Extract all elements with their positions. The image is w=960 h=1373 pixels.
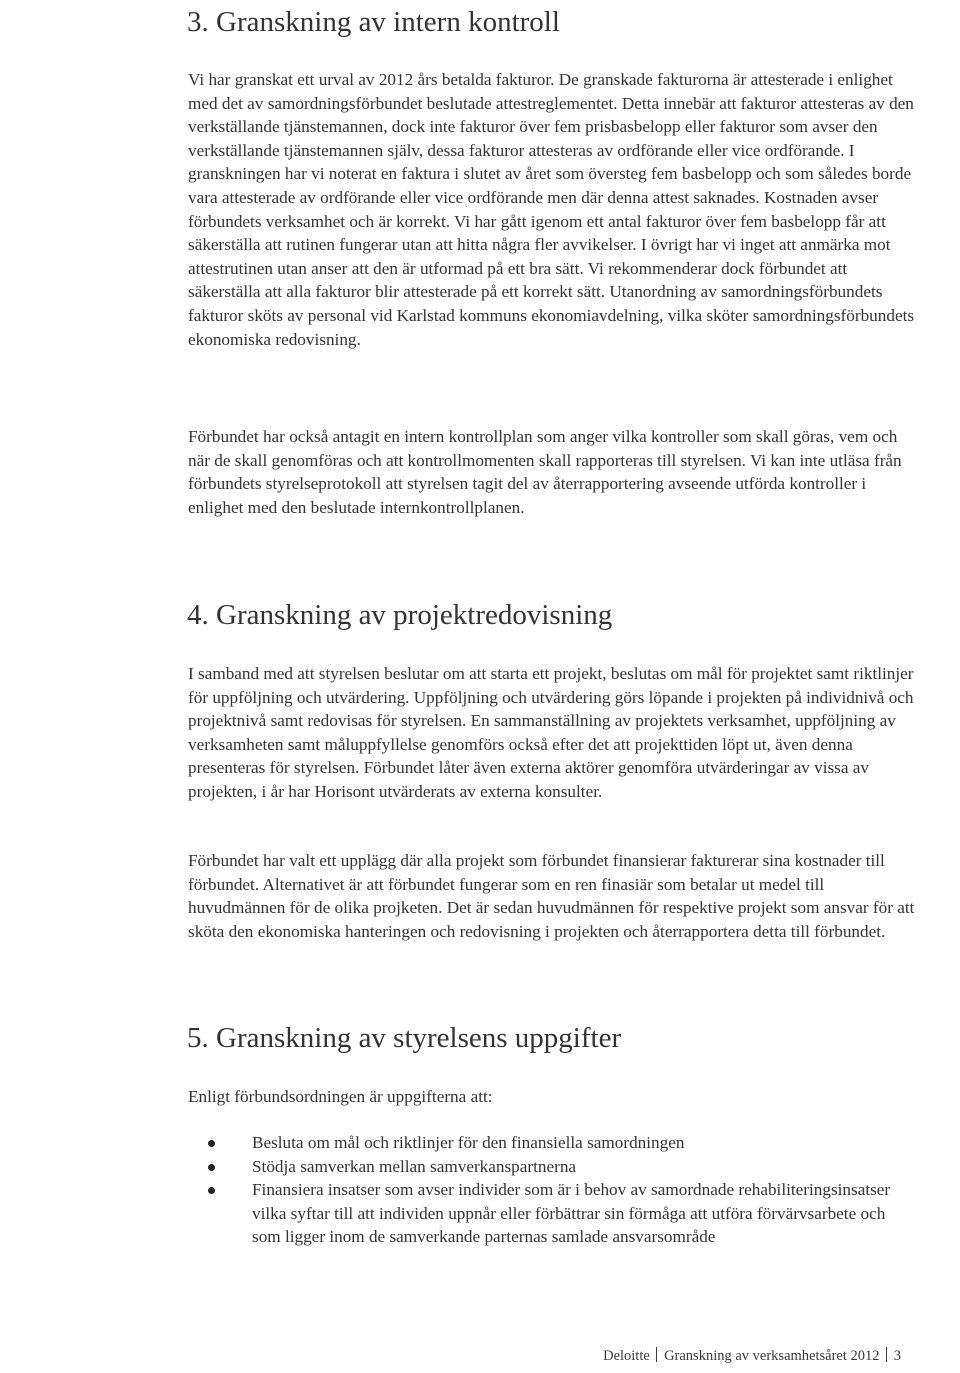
list-item-text: Stödja samverkan mellan samverkanspartnerna xyxy=(252,1156,577,1176)
list-item xyxy=(188,1178,918,1249)
section-5-intro: Enligt förbundsordningen är uppgifterna att: xyxy=(188,1087,493,1106)
section-3-paragraph-1: Vi har granskat ett urval av 2012 års betalda fakturor. De granskade fakturorna är attesterade i enlighet med det av samordningsförbundet beslutade attestreglementet. Detta innebär att fakturor attesteras av den verkställande tjänstemannen, dock inte fakturor över fem prisbasbelopp eller fakturor som avser den verkställande tjänstemannen själv, dessa fakturor attesteras av ordförande eller vice ordförande. I granskningen har vi noterat en faktura i slutet av året som översteg fem basbelopp och som således borde vara attesterade av ordförande eller vice ordförande men där denna attest saknades. Kostnaden avser förbundets verksamhet och är korrekt. Vi har gått igenom ett antal fakturor över fem basbelopp får att säkerställa att rutinen fungerar utan att hitta några fler avvikelser. I övrigt har vi inget att anmärka mot attestrutinen utan anser att den är utformad på ett bra sätt. Vi rekommenderar dock förbundet att säkerställa att alla fakturor blir attesterade på ett korrekt sätt. Utanordning av samordningsförbundets fakturor sköts av personal vid Karlstad kommuns ekonomiavdelning, vilka sköter samordningsförbundets ekonomiska redovisning. xyxy=(188,70,915,349)
footer-divider xyxy=(656,1347,657,1362)
bullet-icon xyxy=(208,1164,215,1171)
footer-doc-title: Granskning av verksamhetsåret 2012 xyxy=(664,1348,880,1364)
section-4-paragraph-2: Förbundet har valt ett upplägg där alla projekt som förbundet finansierar fakturerar sina kostnader till förbundet. Alternativet är att förbundet fungerar som en ren finasiär som betalar ut medel till huvudmännen för de olika projketen. Det är sedan huvudmännen för respektive projekt som ansvar för att sköta den ekonomiska hanteringen och redovisning i projekten och återrapportera detta till förbundet. xyxy=(188,851,915,941)
list-item xyxy=(188,1131,918,1155)
section-4-paragraph-1: I samband med att styrelsen beslutar om att starta ett projekt, beslutas om mål för projektet samt riktlinjer för uppföljning och utvärdering. Uppföljning och utvärdering görs löpande i projekten på individnivå och projektnivå samt redovisas för styrelsen. En sammanställning av projektets verksamhet, uppföljning av verksamheten samt måluppfyllelse genomförs också efter det att projekttiden löpt ut, även denna presenteras för styrelsen. Förbundet låter även externa aktörer genomföra utvärderingar av vissa av projekten, i år har Horisont utvärderats av externa konsulter. xyxy=(188,664,914,801)
footer-divider xyxy=(886,1347,887,1362)
footer-company: Deloitte xyxy=(603,1348,650,1364)
section-3-paragraph-2: Förbundet har också antagit en intern kontrollplan som anger vilka kontroller som skall göras, vem och när de skall genomföras och att kontrollmomenten skall rapporteras till styrelsen. Vi kan inte utläsa från förbundets styrelseprotokoll att styrelsen tagit del av återrapportering avseende utförda kontroller i enlighet med den beslutade internkontrollplanen. xyxy=(188,427,902,517)
list-item-text: Besluta om mål och riktlinjer för den finansiella samordningen xyxy=(252,1133,685,1152)
section-5-heading: 5. Granskning av styrelsens uppgifter xyxy=(187,1022,622,1054)
bullet-icon xyxy=(208,1140,215,1147)
list-item-text: Finansiera insatser som avser individer som är i behov av samordnade rehabiliteringsinsatser vilka syftar till att individen uppnår eller förbättrar sin förmåga att utföra förvärvsarbete och som ligger inom de samverkande parternas samlade ansvarsområde xyxy=(252,1180,891,1247)
footer-page-number: 3 xyxy=(893,1348,901,1364)
section-4-heading: 4. Granskning av projektredovisning xyxy=(187,599,613,631)
responsibilities-list xyxy=(188,1131,918,1249)
list-item xyxy=(188,1155,918,1179)
bullet-icon xyxy=(208,1187,215,1194)
page-footer xyxy=(603,1347,901,1365)
section-3-heading: 3. Granskning av intern kontroll xyxy=(187,6,560,38)
